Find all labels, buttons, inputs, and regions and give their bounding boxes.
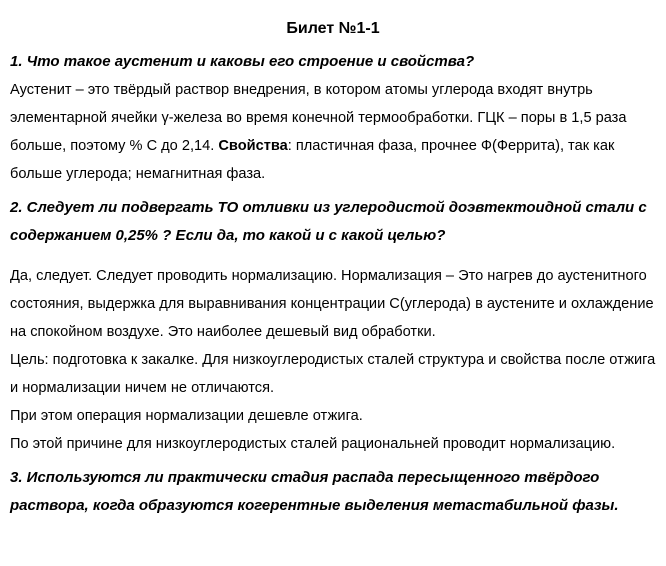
answer-1-text-end: : пластичная фаза, прочнее Ф(Феррита), так как больше углерода; немагнитная фаза.: [10, 138, 615, 182]
spacer: [10, 250, 656, 262]
answer-2-paragraph-4: По этой причине для низкоуглеродистых сталей рациональней проводит нормализацию.: [10, 436, 616, 452]
answer-1-bold: Свойства: [218, 138, 288, 154]
question-2: 2. Следует ли подвергать ТО отливки из углеродистой доэвтектоидной стали с содержанием 0,25% ? Если да, то какой и с какой целью?: [10, 199, 647, 244]
ticket-title: Билет №1-1: [286, 20, 380, 37]
answer-1: [10, 76, 656, 188]
question-3: 3. Используются ли практически стадия распада пересыщенного твёрдого раствора, когда образуются когерентные выделения метастабильной фазы.: [10, 469, 619, 514]
answer-2-paragraph-3: При этом операция нормализации дешевле отжига.: [10, 408, 363, 424]
answer-2-paragraph-2: Цель: подготовка к закалке. Для низкоуглеродистых сталей структура и свойства после отжига и нормализации ничем не отличаются.: [10, 352, 656, 396]
answer-1-text: Аустенит – это твёрдый раствор внедрения, в котором атомы углерода входят внутрь элементарной ячейки γ-железа во время конечной термообработки. ГЦК – поры в 1,5 раза больше, поэтому % С до 2,14.: [10, 82, 627, 154]
answer-2-paragraph-1: Да, следует. Следует проводить нормализацию. Нормализация – Это нагрев до аустенитного состояния, выдержка для выравнивания концентрации С(углерода) в аустените и охлаждение на спокойном воздухе. Это наиболее дешевый вид обработки.: [10, 268, 654, 340]
question-1: 1. Что такое аустенит и каковы его строение и свойства?: [10, 53, 475, 70]
